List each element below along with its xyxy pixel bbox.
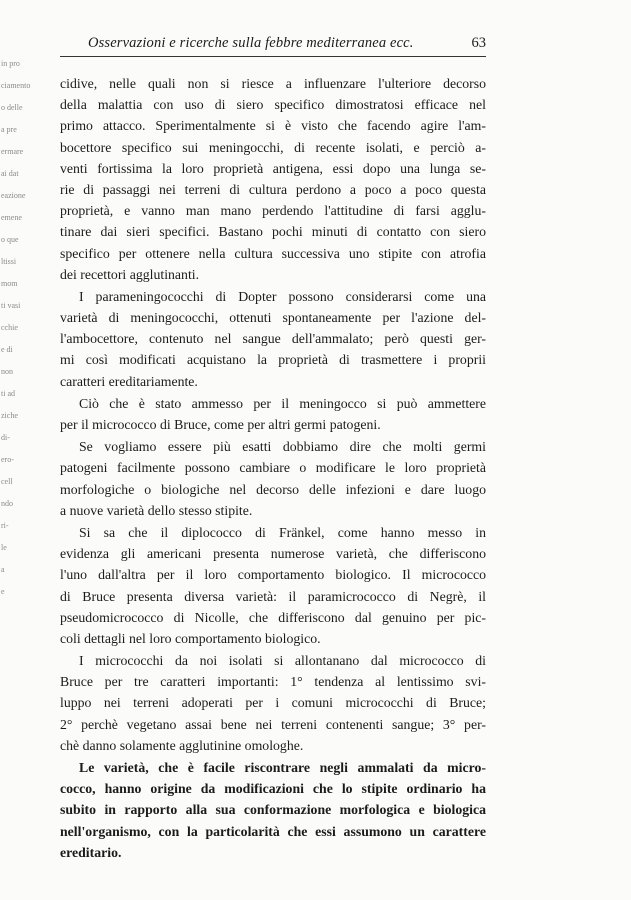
margin-fragment: eazione: [1, 191, 26, 200]
margin-fragment: emene: [1, 213, 22, 222]
text-line: Bruce per tre caratteri importanti: 1° tendenza al lentissimo svi-: [60, 674, 486, 690]
body-text: [60, 73, 486, 863]
margin-fragment: e di: [1, 345, 13, 354]
text-line: della malattia con uso di siero specifico dimostratosi efficace nel: [60, 97, 486, 113]
margin-fragment: ti ad: [1, 389, 15, 398]
text-line: primo attacco. Sperimentalmente si è visto che facendo agire l'am-: [60, 118, 486, 134]
text-line: specifico per ottenere nella cultura successiva uno stipite con atrofia: [60, 245, 486, 261]
text-line: per il micrococco di Bruce, come per altri germi patogeni.: [60, 417, 381, 432]
margin-fragment: in pro: [1, 59, 20, 68]
margin-fragment: ziche: [1, 411, 18, 420]
text-line: nell'organismo, con la particolarità che essi assumono un carattere: [60, 823, 486, 839]
margin-fragment: a: [1, 565, 5, 574]
text-line: Se vogliamo essere più esatti dobbiamo dire che molti germi: [79, 439, 486, 455]
paragraph: [60, 522, 486, 649]
text-line: rie di passaggi nei terreni di cultura perdono a poco a poco questa: [60, 181, 486, 197]
paragraph: [60, 757, 486, 863]
text-line: di Bruce presenta diversa varietà: il paramicrococco di Negrè, il: [60, 588, 486, 604]
margin-fragment: ero-: [1, 455, 14, 464]
running-header: [60, 32, 486, 57]
text-line: a nuove varietà dello stesso stipite.: [60, 502, 253, 518]
text-line: cocco, hanno origine da modificazioni che lo stipite ordinario ha: [60, 781, 486, 797]
margin-fragment: le: [1, 543, 7, 552]
paragraph: [60, 650, 486, 756]
paragraph: [60, 393, 486, 435]
text-line: Le varietà, che è facile riscontrare negli ammalati da micro-: [79, 760, 486, 775]
text-line: morfologiche o biologiche nel decorso delle infezioni e dare luogo: [60, 481, 486, 497]
text-line: 2° perchè vegetano assai bene nei terreni contenenti sangue; 3° per-: [60, 716, 486, 732]
text-line: mi così modificati acquistano la proprietà di trasmettere i proprii: [60, 352, 486, 368]
text-line: l'uno dall'altra per il loro comportamento biologico. Il micrococco: [60, 567, 486, 583]
text-line: dei recettori agglutinanti.: [60, 266, 200, 282]
margin-fragment: ri-: [1, 521, 9, 530]
margin-fragment: di-: [1, 433, 10, 442]
text-line: tinare dai sieri specifici. Bastano pochi minuti di contatto con siero: [60, 224, 486, 240]
text-line: I parameningococchi di Dopter possono considerarsi come una: [79, 288, 486, 304]
text-line: venti fortissima la loro proprietà antigena, essi dopo una lunga se-: [60, 160, 486, 176]
margin-fragment: cell: [1, 477, 13, 486]
text-line: varietà di meningococchi, ottenuti spontaneamente per l'azione del-: [60, 310, 486, 326]
text-line: luppo nei terreni adoperati per i comuni micrococchi di Bruce;: [60, 695, 486, 711]
margin-fragment: e: [1, 587, 5, 596]
margin-fragment: non: [1, 367, 13, 376]
margin-fragment: ndo: [1, 499, 13, 508]
text-line: coli dettagli nel loro comportamento biologico.: [60, 630, 321, 646]
page-number: 63: [471, 35, 486, 51]
margin-fragment: ltissi: [1, 257, 17, 266]
text-line: l'ambocettore, contenuto nel sangue dell'ammalato; però questi ger-: [60, 331, 486, 347]
text-line: I micrococchi da noi isolati si allontanano dal micrococco di: [79, 653, 486, 669]
margin-fragment: o que: [1, 235, 19, 244]
margin-fragment: ciamento: [1, 81, 31, 90]
margin-fragment: ai dat: [1, 169, 19, 178]
text-line: caratteri ereditariamente.: [60, 373, 198, 389]
text-line: chè danno solamente agglutinine omologhe.: [60, 737, 304, 753]
paragraph: [60, 286, 486, 392]
margin-fragment: ti vasi: [1, 301, 21, 310]
text-line: Si sa che il diplococco di Fränkel, come hanno messo in: [79, 524, 486, 540]
left-margin-bleed: [0, 59, 31, 620]
margin-fragment: ermare: [1, 147, 24, 156]
text-line: pseudomicrococco di Nicolle, che differiscono dal genuino per pic-: [60, 609, 486, 625]
text-line: patogeni facilmente possono cambiare o modificare le loro proprietà: [60, 460, 486, 476]
margin-fragment: a pre: [1, 125, 17, 134]
text-line: ereditario.: [60, 844, 122, 860]
text-line: cidive, nelle quali non si riesce a influenzare l'ulteriore decorso: [60, 76, 486, 91]
text-line: evidenza gli americani presenta numerose varietà, che differiscono: [60, 546, 486, 562]
text-line: Ciò che è stato ammesso per il meningocco si può ammettere: [79, 395, 486, 411]
margin-fragment: o delle: [1, 103, 23, 112]
text-line: bocettore specifico sui meningocchi, di recente isolati, e perciò a-: [60, 139, 486, 155]
text-line: proprietà, e vanno man mano perdendo l'attitudine di farsi agglu-: [60, 203, 486, 219]
margin-fragment: mom: [1, 279, 18, 288]
text-line: subito in rapporto alla sua conformazione morfologica e biologica: [60, 802, 486, 818]
margin-fragment: cchie: [1, 323, 18, 332]
paragraph: [60, 436, 486, 521]
paragraph: [60, 73, 486, 285]
running-title: Osservazioni e ricerche sulla febbre mediterranea ecc.: [88, 35, 414, 51]
